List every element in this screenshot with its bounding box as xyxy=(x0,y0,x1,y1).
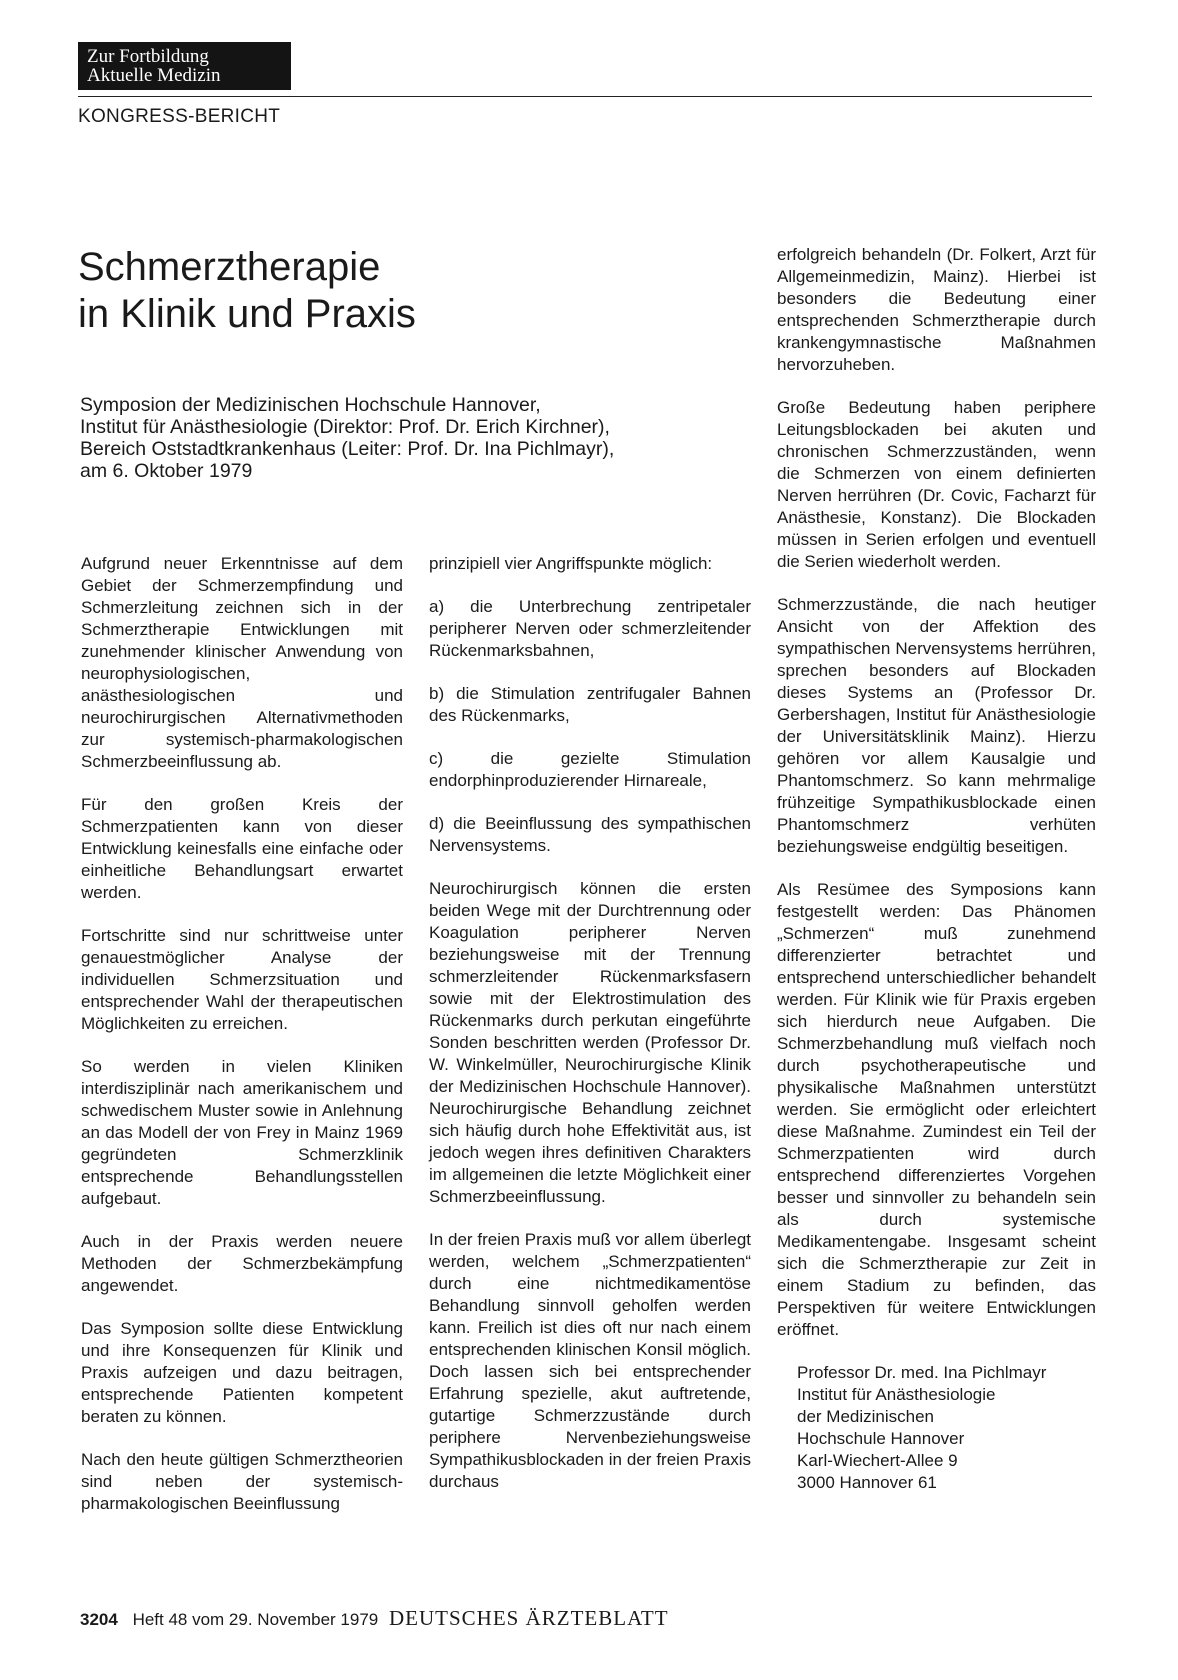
journal-name: DEUTSCHES ÄRZTEBLATT xyxy=(388,1606,669,1630)
paragraph: Fortschritte sind nur schrittweise unter genauestmöglicher Analyse der individuellen Schmerzsituation und entsprechender Wahl der therapeutischen Möglichkeiten zu erreichen. xyxy=(81,926,403,1033)
signature-line: 3000 Hannover 61 xyxy=(797,1473,937,1492)
paragraph: Neurochirurgisch können die ersten beiden Wege mit der Durchtrennung oder Koagulation peripherer Nerven beziehungsweise mit der Trennung schmerzleitender Rückenmarksfasern sowie mit der Elektrostimulation des Rückenmarks durch perkutan eingeführte Sonden beschritten werden (Professor Dr. W. Winkelmüller, Neurochirurgische Klinik der Medizinischen Hochschule Hannover). Neurochirurgische Behandlung zeichnet sich häufig durch hohe Effektivität aus, ist jedoch wegen ihres definitiven Charakters im allgemeinen die letzte Möglichkeit einer Schmerzbeeinflussung. xyxy=(429,879,751,1206)
column-3 xyxy=(777,244,1096,1494)
list-item: a) die Unterbrechung zentripetaler peripherer Nerven oder schmerzleitender Rückenmarksbahnen, xyxy=(429,597,751,660)
paragraph: erfolgreich behandeln (Dr. Folkert, Arzt für Allgemeinmedizin, Mainz). Hierbei ist besonders die Bedeutung einer entsprechenden Schmerztherapie durch krankengymnastische Maßnahmen hervorzuheben. xyxy=(777,245,1096,374)
list-item: c) die gezielte Stimulation endorphinproduzierender Hirnareale, xyxy=(429,749,751,790)
list-item: b) die Stimulation zentrifugaler Bahnen des Rückenmarks, xyxy=(429,684,751,725)
section-label-line1: Zur Fortbildung xyxy=(87,46,209,67)
intro-line: Bereich Oststadtkrankenhaus (Leiter: Prof. Dr. Ina Pichlmayr), xyxy=(80,438,615,460)
kicker: KONGRESS-BERICHT xyxy=(78,106,281,127)
paragraph: In der freien Praxis muß vor allem überlegt werden, welchem „Schmerzpatienten“ durch eine nichtmedikamentöse Behandlung sinnvoll geholfen werden kann. Freilich ist dies oft nur nach einem entsprechenden klinischen Konsil möglich. Doch lassen sich bei entsprechender Erfahrung spezielle, akut auftretende, gutartige Schmerzzustände durch periphere Nervenbeziehungsweise Sympathikusblockaden in der freien Praxis durchaus xyxy=(429,1230,751,1491)
header-rule xyxy=(78,96,1092,97)
paragraph: Nach den heute gültigen Schmerztheorien sind neben der systemisch-pharmakologischen Beeinflussung xyxy=(81,1450,403,1513)
title-line1: Schmerztherapie xyxy=(78,245,381,289)
paragraph: Das Symposion sollte diese Entwicklung und ihre Konsequenzen für Klinik und Praxis aufzeigen und dazu beitragen, entsprechende Patienten kompetent beraten zu können. xyxy=(81,1319,403,1426)
signature-line: Karl-Wiechert-Allee 9 xyxy=(797,1451,958,1470)
author-signature xyxy=(797,1362,1096,1494)
intro-line: Symposion der Medizinischen Hochschule Hannover, xyxy=(80,394,541,416)
page-footer xyxy=(80,1607,669,1631)
section-badge xyxy=(78,42,291,90)
list-item: d) die Beeinflussung des sympathischen Nervensystems. xyxy=(429,814,751,855)
issue-info: Heft 48 vom 29. November 1979 xyxy=(132,1610,379,1629)
article-title xyxy=(78,244,416,338)
signature-line: Professor Dr. med. Ina Pichlmayr xyxy=(797,1363,1047,1382)
intro-line: am 6. Oktober 1979 xyxy=(80,460,253,482)
column-1 xyxy=(81,553,403,1536)
column-2 xyxy=(429,553,751,1514)
title-line2: in Klinik und Praxis xyxy=(78,292,416,336)
signature-line: der Medizinischen xyxy=(797,1407,935,1426)
paragraph: Große Bedeutung haben periphere Leitungsblockaden bei akuten und chronischen Schmerzzuständen, wenn die Schmerzen von einem definierten Nerven herrühren (Dr. Covic, Facharzt für Anästhesie, Konstanz). Die Blockaden müssen in Serien erfolgen und eventuell die Serien wiederholt werden. xyxy=(777,398,1096,571)
paragraph: Für den großen Kreis der Schmerzpatienten kann von dieser Entwicklung keinesfalls eine einfache oder einheitliche Behandlungsart erwartet werden. xyxy=(81,795,403,902)
paragraph: Aufgrund neuer Erkenntnisse auf dem Gebiet der Schmerzempfindung und Schmerzleitung zeichnen sich in der Schmerztherapie Entwicklungen mit zunehmender klinischer Anwendung von neurophysiologischen, anästhesiologischen und neurochirurgischen Alternativmethoden zur systemisch-pharmakologischen Schmerzbeeinflussung ab. xyxy=(81,554,403,771)
section-label-line2: Aktuelle Medizin xyxy=(87,65,221,86)
paragraph: Schmerzzustände, die nach heutiger Ansicht von der Affektion des sympathischen Nervensystems herrühren, sprechen besonders auf Blockaden dieses Systems an (Professor Dr. Gerbershagen, Institut für Anästhesiologie der Universitätsklinik Mainz). Hierzu gehören vor allem Kausalgie und Phantomschmerz. So kann mehrmalige frühzeitige Sympathikusblockade einen Phantomschmerz verhüten beziehungsweise endgültig beseitigen. xyxy=(777,595,1096,856)
paragraph: Auch in der Praxis werden neuere Methoden der Schmerzbekämpfung angewendet. xyxy=(81,1232,403,1295)
article-intro xyxy=(80,394,740,482)
signature-line: Hochschule Hannover xyxy=(797,1429,965,1448)
paragraph: Als Resümee des Symposions kann festgestellt werden: Das Phänomen „Schmerzen“ muß zunehmend differenzierter betrachtet und entsprechend unterschiedlicher behandelt werden. Für Klinik wie für Praxis ergeben sich hierdurch neue Aufgaben. Die Schmerzbehandlung muß vielfach noch durch psychotherapeutische und physikalische Maßnahmen unterstützt werden. Sie ermöglicht oder erleichtert diese Maßnahme. Zumindest ein Teil der Schmerzpatienten wird durch entsprechend differenziertes Vorgehen besser und sinnvoller zu behandeln sein als durch systemische Medikamentengabe. Insgesamt scheint sich die Schmerztherapie zur Zeit in einem Stadium zu befinden, das Perspektiven für weitere Entwicklungen eröffnet. xyxy=(777,880,1096,1339)
page-number: 3204 xyxy=(80,1610,118,1629)
signature-line: Institut für Anästhesiologie xyxy=(797,1385,996,1404)
paragraph: prinzipiell vier Angriffspunkte möglich: xyxy=(429,554,713,573)
paragraph: So werden in vielen Kliniken interdisziplinär nach amerikanischem und schwedischem Muster sowie in Anlehnung an das Modell der von Frey in Mainz 1969 gegründeten Schmerzklinik entsprechende Behandlungsstellen aufgebaut. xyxy=(81,1057,403,1208)
intro-line: Institut für Anästhesiologie (Direktor: Prof. Dr. Erich Kirchner), xyxy=(80,416,610,438)
